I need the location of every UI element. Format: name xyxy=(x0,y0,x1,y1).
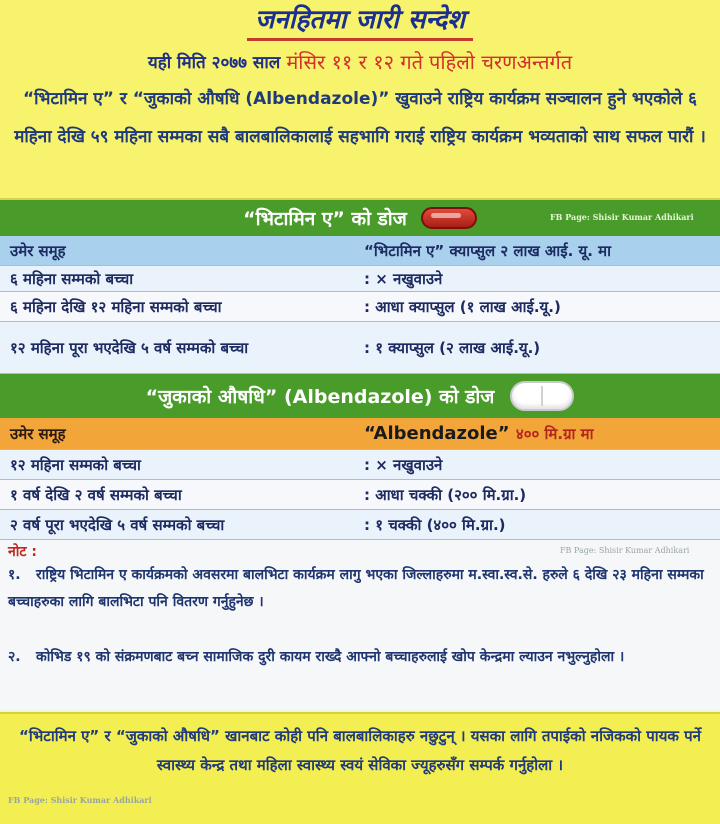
notes-label: नोट : xyxy=(8,544,37,560)
vitamin-table-header xyxy=(0,236,720,266)
footer-message xyxy=(0,712,720,824)
albendazole-section-heading xyxy=(0,374,720,418)
dose-cell: : आधा क्याप्सुल (१ लाख आई.यू.) xyxy=(364,297,561,316)
albendazole-table-header xyxy=(0,418,720,450)
albendazole-heading-text: “जुकाको औषधि” (Albendazole) को डोज xyxy=(145,386,495,408)
age-cell: २ वर्ष पूरा भएदेखि ५ वर्ष सम्मको बच्चा xyxy=(10,515,225,534)
fb-watermark: FB Page: Shisir Kumar Adhikari xyxy=(560,546,690,555)
note-number: १. xyxy=(8,567,21,583)
dose-cell: : १ चक्की (४०० मि.ग्रा.) xyxy=(364,515,506,534)
vitamin-section-heading xyxy=(0,200,720,236)
dose-cell: : १ क्याप्सुल (२ लाख आई.यू.) xyxy=(364,338,541,357)
age-cell: ६ महिना सम्मको बच्चा xyxy=(10,269,134,288)
age-column-header: उमेर समूह xyxy=(10,241,66,260)
dateline-date: मंसिर ११ र १२ गते xyxy=(286,49,424,74)
tablet-icon xyxy=(510,381,574,411)
dose-column-header: “भिटामिन ए” क्याप्सुल २ लाख आई. यू. मा xyxy=(364,241,612,260)
table-row xyxy=(0,322,720,374)
dateline-prefix: यही मिति २०७७ साल xyxy=(147,52,281,73)
note-text: कोभिड १९ को संक्रमणबाट बच्न सामाजिक दुरी कायम राख्दै आफ्नो बच्चाहरुलाई खोप केन्द्रमा ल्याउन नभुल्नुहोला । xyxy=(36,649,625,665)
table-row xyxy=(0,450,720,480)
dateline xyxy=(0,44,720,78)
title-bar xyxy=(0,0,720,40)
age-cell: ६ महिना देखि १२ महिना सम्मको बच्चा xyxy=(10,297,222,316)
header-banner xyxy=(0,0,720,200)
capsule-icon xyxy=(421,207,477,229)
table-row xyxy=(0,510,720,540)
note-item xyxy=(8,644,714,671)
drug-name: “Albendazole” xyxy=(364,423,510,444)
table-row xyxy=(0,292,720,322)
fb-watermark: FB Page: Shisir Kumar Adhikari xyxy=(8,795,152,805)
dose-unit: ४०० मि.ग्रा मा xyxy=(515,425,594,443)
dose-cell: : × नखुवाउने xyxy=(364,455,443,474)
note-text: राष्ट्रिय भिटामिन ए कार्यक्रमको अवसरमा बालभिटा कार्यक्रम लागु भएका जिल्लाहरुमा म.स्वा.स्व.से. हरुले ६ देखि २३ महिना सम्मका बच्चाहरुका लागि बालभिटा पनि वितरण गर्नुहुनेछ । xyxy=(8,567,704,610)
dose-cell: : × नखुवाउने xyxy=(364,269,443,288)
table-row xyxy=(0,266,720,292)
footer-text: “भिटामिन ए” र “जुकाको औषधि” खानबाट कोही पनि बालबालिकाहरु नछुटुन् । यसका लागि तपाईको नजिकको पायक पर्ने स्वास्थ्य केन्द्र तथा महिला स्वास्थ्य स्वयं सेविका ज्यूहरुसँग सम्पर्क गर्नुहोला । xyxy=(19,727,701,774)
note-number: २. xyxy=(8,649,21,665)
vitamin-heading-text: “भिटामिन ए” को डोज xyxy=(243,208,407,230)
age-cell: १२ महिना सम्मको बच्चा xyxy=(10,455,141,474)
page-title: जनहितमा जारी सन्देश xyxy=(247,0,473,41)
fb-tag: FB Page: Shisir Kumar Adhikari xyxy=(550,212,694,222)
dose-column-header xyxy=(358,423,720,444)
table-row xyxy=(0,480,720,510)
age-column-header: उमेर समूह xyxy=(10,424,66,443)
note-item xyxy=(8,562,714,616)
age-cell: १ वर्ष देखि २ वर्ष सम्मको बच्चा xyxy=(10,485,182,504)
intro-paragraph: “भिटामिन ए” र “जुकाको औषधि (Albendazole)” खुवाउने राष्ट्रिय कार्यक्रम सञ्चालन हुने भएकोले ६ महिना देखि ५९ महिना सम्मका सबै बालबालिकालाई सहभागि गराई राष्ट्रिय कार्यक्रम भव्यताको साथ सफल पारौं । xyxy=(14,89,706,147)
age-cell: १२ महिना पूरा भएदेखि ५ वर्ष सम्मको बच्चा xyxy=(10,338,249,357)
notes-section xyxy=(0,540,720,710)
dose-cell: : आधा चक्की (२०० मि.ग्रा.) xyxy=(364,485,527,504)
dateline-suffix: पहिलो चरणअन्तर्गत xyxy=(429,49,573,74)
